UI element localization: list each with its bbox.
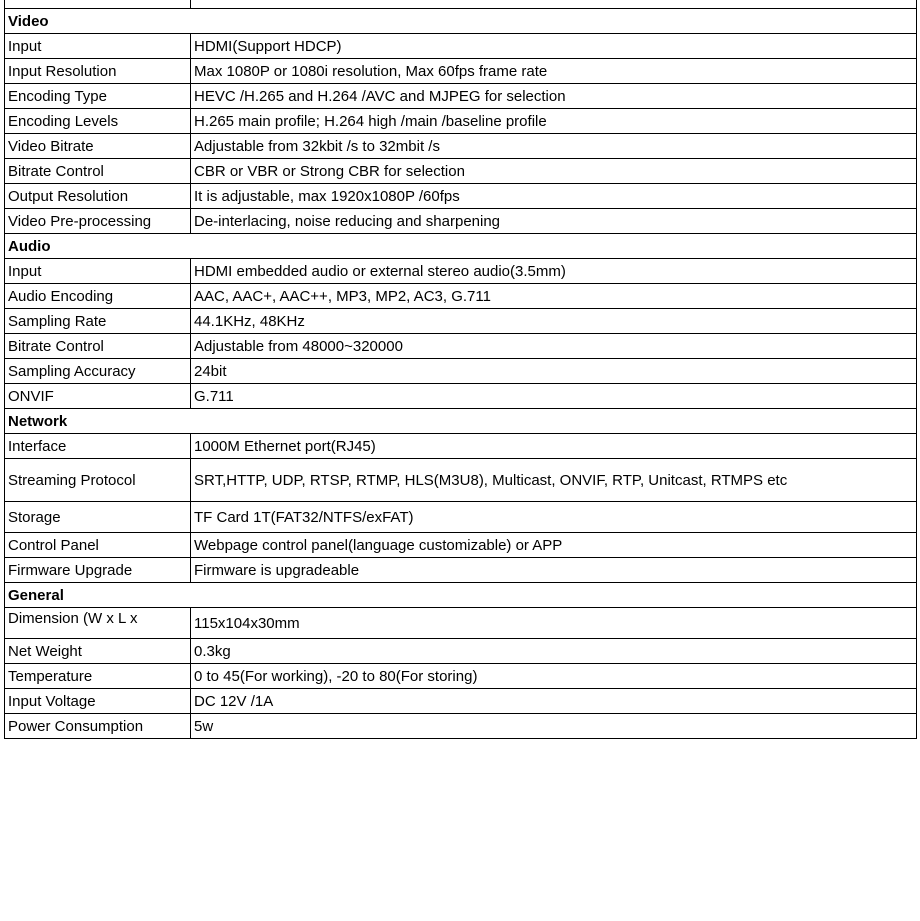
- row-value: De-interlacing, noise reducing and sharpening: [191, 209, 917, 234]
- table-row: [5, 84, 917, 109]
- row-value: 0 to 45(For working), -20 to 80(For storing): [191, 664, 917, 689]
- table-row: [5, 459, 917, 502]
- section-header-network: [5, 409, 917, 434]
- row-label: Video Bitrate: [5, 134, 191, 159]
- row-value: 44.1KHz, 48KHz: [191, 309, 917, 334]
- table-row: [5, 502, 917, 533]
- row-label: Output Resolution: [5, 184, 191, 209]
- label-cell: [5, 0, 191, 9]
- row-label: Interface: [5, 434, 191, 459]
- row-value: Firmware is upgradeable: [191, 558, 917, 583]
- row-value: 115x104x30mm: [191, 608, 917, 639]
- table-row: [5, 259, 917, 284]
- table-row: [5, 608, 917, 639]
- section-title: Network: [5, 409, 917, 434]
- row-value: AAC, AAC+, AAC++, MP3, MP2, AC3, G.711: [191, 284, 917, 309]
- section-header-general: [5, 583, 917, 608]
- table-row: [5, 533, 917, 558]
- table-row: [5, 284, 917, 309]
- table-row: [5, 159, 917, 184]
- row-value: 0.3kg: [191, 639, 917, 664]
- row-value: DC 12V /1A: [191, 689, 917, 714]
- row-value: 5w: [191, 714, 917, 739]
- row-label: Sampling Accuracy: [5, 359, 191, 384]
- row-value: It is adjustable, max 1920x1080P /60fps: [191, 184, 917, 209]
- table-row: [5, 639, 917, 664]
- row-label: Encoding Type: [5, 84, 191, 109]
- row-value: 1000M Ethernet port(RJ45): [191, 434, 917, 459]
- row-label: Net Weight: [5, 639, 191, 664]
- row-label: Input Resolution: [5, 59, 191, 84]
- row-value: HDMI(Support HDCP): [191, 34, 917, 59]
- table-row: [5, 134, 917, 159]
- row-label: Control Panel: [5, 533, 191, 558]
- table-row: [5, 184, 917, 209]
- section-title: Audio: [5, 234, 917, 259]
- row-value: Adjustable from 48000~320000: [191, 334, 917, 359]
- table-row: [5, 434, 917, 459]
- value-cell: [191, 0, 917, 9]
- table-row: [5, 59, 917, 84]
- table-row: [5, 334, 917, 359]
- table-row: [5, 34, 917, 59]
- table-row: [5, 714, 917, 739]
- section-title: General: [5, 583, 917, 608]
- row-label: ONVIF: [5, 384, 191, 409]
- row-label: Audio Encoding: [5, 284, 191, 309]
- row-label: Input: [5, 34, 191, 59]
- row-label: Sampling Rate: [5, 309, 191, 334]
- row-label: Streaming Protocol: [5, 459, 191, 502]
- row-label: Power Consumption: [5, 714, 191, 739]
- row-label: Input Voltage: [5, 689, 191, 714]
- table-row: [5, 384, 917, 409]
- row-value: Webpage control panel(language customizable) or APP: [191, 533, 917, 558]
- section-header-audio: [5, 234, 917, 259]
- table-row: [5, 359, 917, 384]
- section-header-video: [5, 9, 917, 34]
- row-label: Bitrate Control: [5, 159, 191, 184]
- row-value: Adjustable from 32kbit /s to 32mbit /s: [191, 134, 917, 159]
- row-label: Firmware Upgrade: [5, 558, 191, 583]
- section-title: Video: [5, 9, 917, 34]
- row-label: Video Pre-processing: [5, 209, 191, 234]
- row-label: Bitrate Control: [5, 334, 191, 359]
- table-row-cut: [5, 0, 917, 9]
- row-value: SRT,HTTP, UDP, RTSP, RTMP, HLS(M3U8), Multicast, ONVIF, RTP, Unitcast, RTMPS etc: [191, 459, 917, 502]
- row-label: Storage: [5, 502, 191, 533]
- row-label: Encoding Levels: [5, 109, 191, 134]
- row-value: TF Card 1T(FAT32/NTFS/exFAT): [191, 502, 917, 533]
- table-row: [5, 558, 917, 583]
- row-value: HDMI embedded audio or external stereo audio(3.5mm): [191, 259, 917, 284]
- row-label: Temperature: [5, 664, 191, 689]
- row-value: HEVC /H.265 and H.264 /AVC and MJPEG for selection: [191, 84, 917, 109]
- row-value: G.711: [191, 384, 917, 409]
- row-value: H.265 main profile; H.264 high /main /baseline profile: [191, 109, 917, 134]
- table-row: [5, 689, 917, 714]
- row-label: Input: [5, 259, 191, 284]
- row-value: 24bit: [191, 359, 917, 384]
- spec-table: [4, 0, 917, 739]
- row-value: Max 1080P or 1080i resolution, Max 60fps frame rate: [191, 59, 917, 84]
- table-row: [5, 664, 917, 689]
- table-row: [5, 209, 917, 234]
- row-label: Dimension (W x L x: [5, 608, 191, 639]
- table-row: [5, 309, 917, 334]
- table-row: [5, 109, 917, 134]
- row-value: CBR or VBR or Strong CBR for selection: [191, 159, 917, 184]
